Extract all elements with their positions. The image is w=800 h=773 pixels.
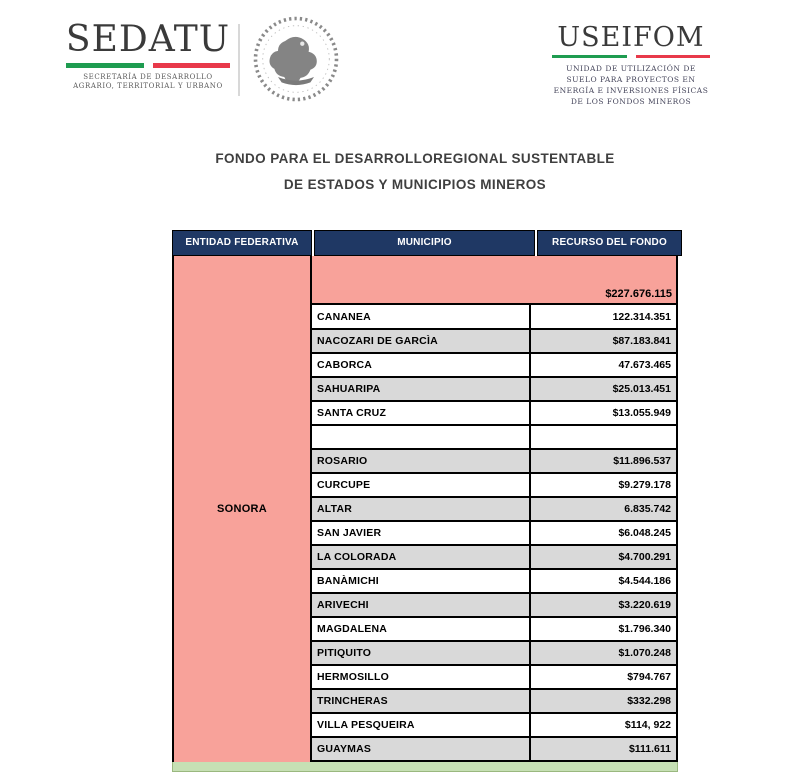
table-body	[172, 256, 678, 762]
table-row	[312, 401, 676, 425]
municipio-cell: CABORCA	[312, 353, 530, 377]
municipio-cell: CANANEA	[312, 305, 530, 329]
municipality-rows	[312, 305, 676, 761]
municipio-cell: ROSARIO	[312, 449, 530, 473]
municipio-cell: NACOZARI DE GARCÌA	[312, 329, 530, 353]
sedatu-subtitle-line2: AGRARIO, TERRITORIAL Y URBANO	[73, 82, 223, 91]
table-right-area	[312, 256, 676, 762]
useifom-flag-bar	[552, 55, 710, 58]
flag-red-segment	[153, 63, 231, 68]
sedatu-subtitle-line1: SECRETARÍA DE DESARROLLO	[83, 73, 213, 81]
useifom-logo	[550, 24, 712, 108]
municipio-cell: HERMOSILLO	[312, 665, 530, 689]
useifom-subtitle-line: SUELO PARA PROYECTOS EN	[566, 74, 696, 84]
sedatu-flag-bar	[66, 63, 230, 68]
municipio-cell: SAN JAVIER	[312, 521, 530, 545]
table-row	[312, 329, 676, 353]
useifom-subtitle-line: UNIDAD DE UTILIZACIÓN DE	[566, 64, 696, 73]
recurso-cell: $13.055.949	[530, 401, 676, 425]
recurso-cell: $6.048.245	[530, 521, 676, 545]
table-row	[312, 689, 676, 713]
table-row	[312, 641, 676, 665]
table-row	[312, 425, 676, 449]
recurso-cell: 47.673.465	[530, 353, 676, 377]
column-header-municipio: MUNICIPIO	[314, 230, 535, 256]
recurso-cell: $111.611	[530, 737, 676, 761]
table-row	[312, 545, 676, 569]
table-row	[312, 665, 676, 689]
recurso-cell: $4.544.186	[530, 569, 676, 593]
useifom-wordmark: USEIFOM	[557, 22, 705, 53]
recurso-cell: $114, 922	[530, 713, 676, 737]
recurso-cell: $1.070.248	[530, 641, 676, 665]
recurso-cell: $3.220.619	[530, 593, 676, 617]
page-title-line2: DE ESTADOS Y MUNICIPIOS MINEROS	[283, 177, 547, 192]
header-divider	[238, 24, 240, 96]
page-title-line1: FONDO PARA EL DESARROLLOREGIONAL SUSTENTABLE	[215, 151, 615, 166]
next-state-block-strip	[172, 762, 678, 772]
municipio-cell: TRINCHERAS	[312, 689, 530, 713]
municipio-cell: LA COLORADA	[312, 545, 530, 569]
table-row	[312, 305, 676, 329]
municipio-cell	[312, 425, 530, 449]
recurso-cell: $332.298	[530, 689, 676, 713]
recurso-cell: $11.896.537	[530, 449, 676, 473]
flag-red-segment	[636, 55, 711, 58]
municipio-cell: VILLA PESQUEIRA	[312, 713, 530, 737]
recurso-cell: $25.013.451	[530, 377, 676, 401]
recurso-cell: $1.796.340	[530, 617, 676, 641]
sedatu-logo	[62, 19, 234, 92]
table-row	[312, 449, 676, 473]
recurso-cell	[530, 425, 676, 449]
column-header-entidad-federativa: ENTIDAD FEDERATIVA	[172, 230, 312, 256]
fund-table	[172, 230, 678, 772]
municipio-cell: ARIVECHI	[312, 593, 530, 617]
municipio-cell: ALTAR	[312, 497, 530, 521]
column-header-recurso-del-fondo: RECURSO DEL FONDO	[537, 230, 682, 256]
table-row	[312, 521, 676, 545]
municipality-table	[312, 305, 676, 762]
recurso-cell: 6.835.742	[530, 497, 676, 521]
table-row	[312, 473, 676, 497]
table-row	[312, 593, 676, 617]
table-row	[312, 617, 676, 641]
recurso-cell: $9.279.178	[530, 473, 676, 497]
municipio-cell: PITIQUITO	[312, 641, 530, 665]
table-row	[312, 497, 676, 521]
recurso-cell: $4.700.291	[530, 545, 676, 569]
municipio-cell: GUAYMAS	[312, 737, 530, 761]
table-header-row	[172, 230, 678, 256]
flag-green-segment	[66, 63, 144, 68]
sedatu-wordmark: SEDATU	[65, 19, 231, 60]
recurso-cell: $794.767	[530, 665, 676, 689]
state-cell: SONORA	[174, 256, 312, 762]
municipio-cell: SAHUARIPA	[312, 377, 530, 401]
table-row	[312, 353, 676, 377]
municipio-cell: CURCUPE	[312, 473, 530, 497]
table-row	[312, 377, 676, 401]
municipio-cell: MAGDALENA	[312, 617, 530, 641]
municipio-cell: BANÀMICHI	[312, 569, 530, 593]
flag-green-segment	[552, 55, 627, 58]
table-row	[312, 713, 676, 737]
recurso-cell: $87.183.841	[530, 329, 676, 353]
table-row	[312, 737, 676, 761]
page-title	[120, 146, 710, 198]
state-total-cell: $227.676.115	[312, 256, 676, 305]
recurso-cell: 122.314.351	[530, 305, 676, 329]
useifom-subtitle-line: ENERGÍA E INVERSIONES FÍSICAS	[553, 85, 709, 95]
logo-band	[0, 0, 800, 130]
mexican-coat-of-arms-icon	[251, 14, 341, 104]
municipio-cell: SANTA CRUZ	[312, 401, 530, 425]
useifom-subtitle-line: DE LOS FONDOS MINEROS	[570, 96, 692, 106]
table-row	[312, 569, 676, 593]
